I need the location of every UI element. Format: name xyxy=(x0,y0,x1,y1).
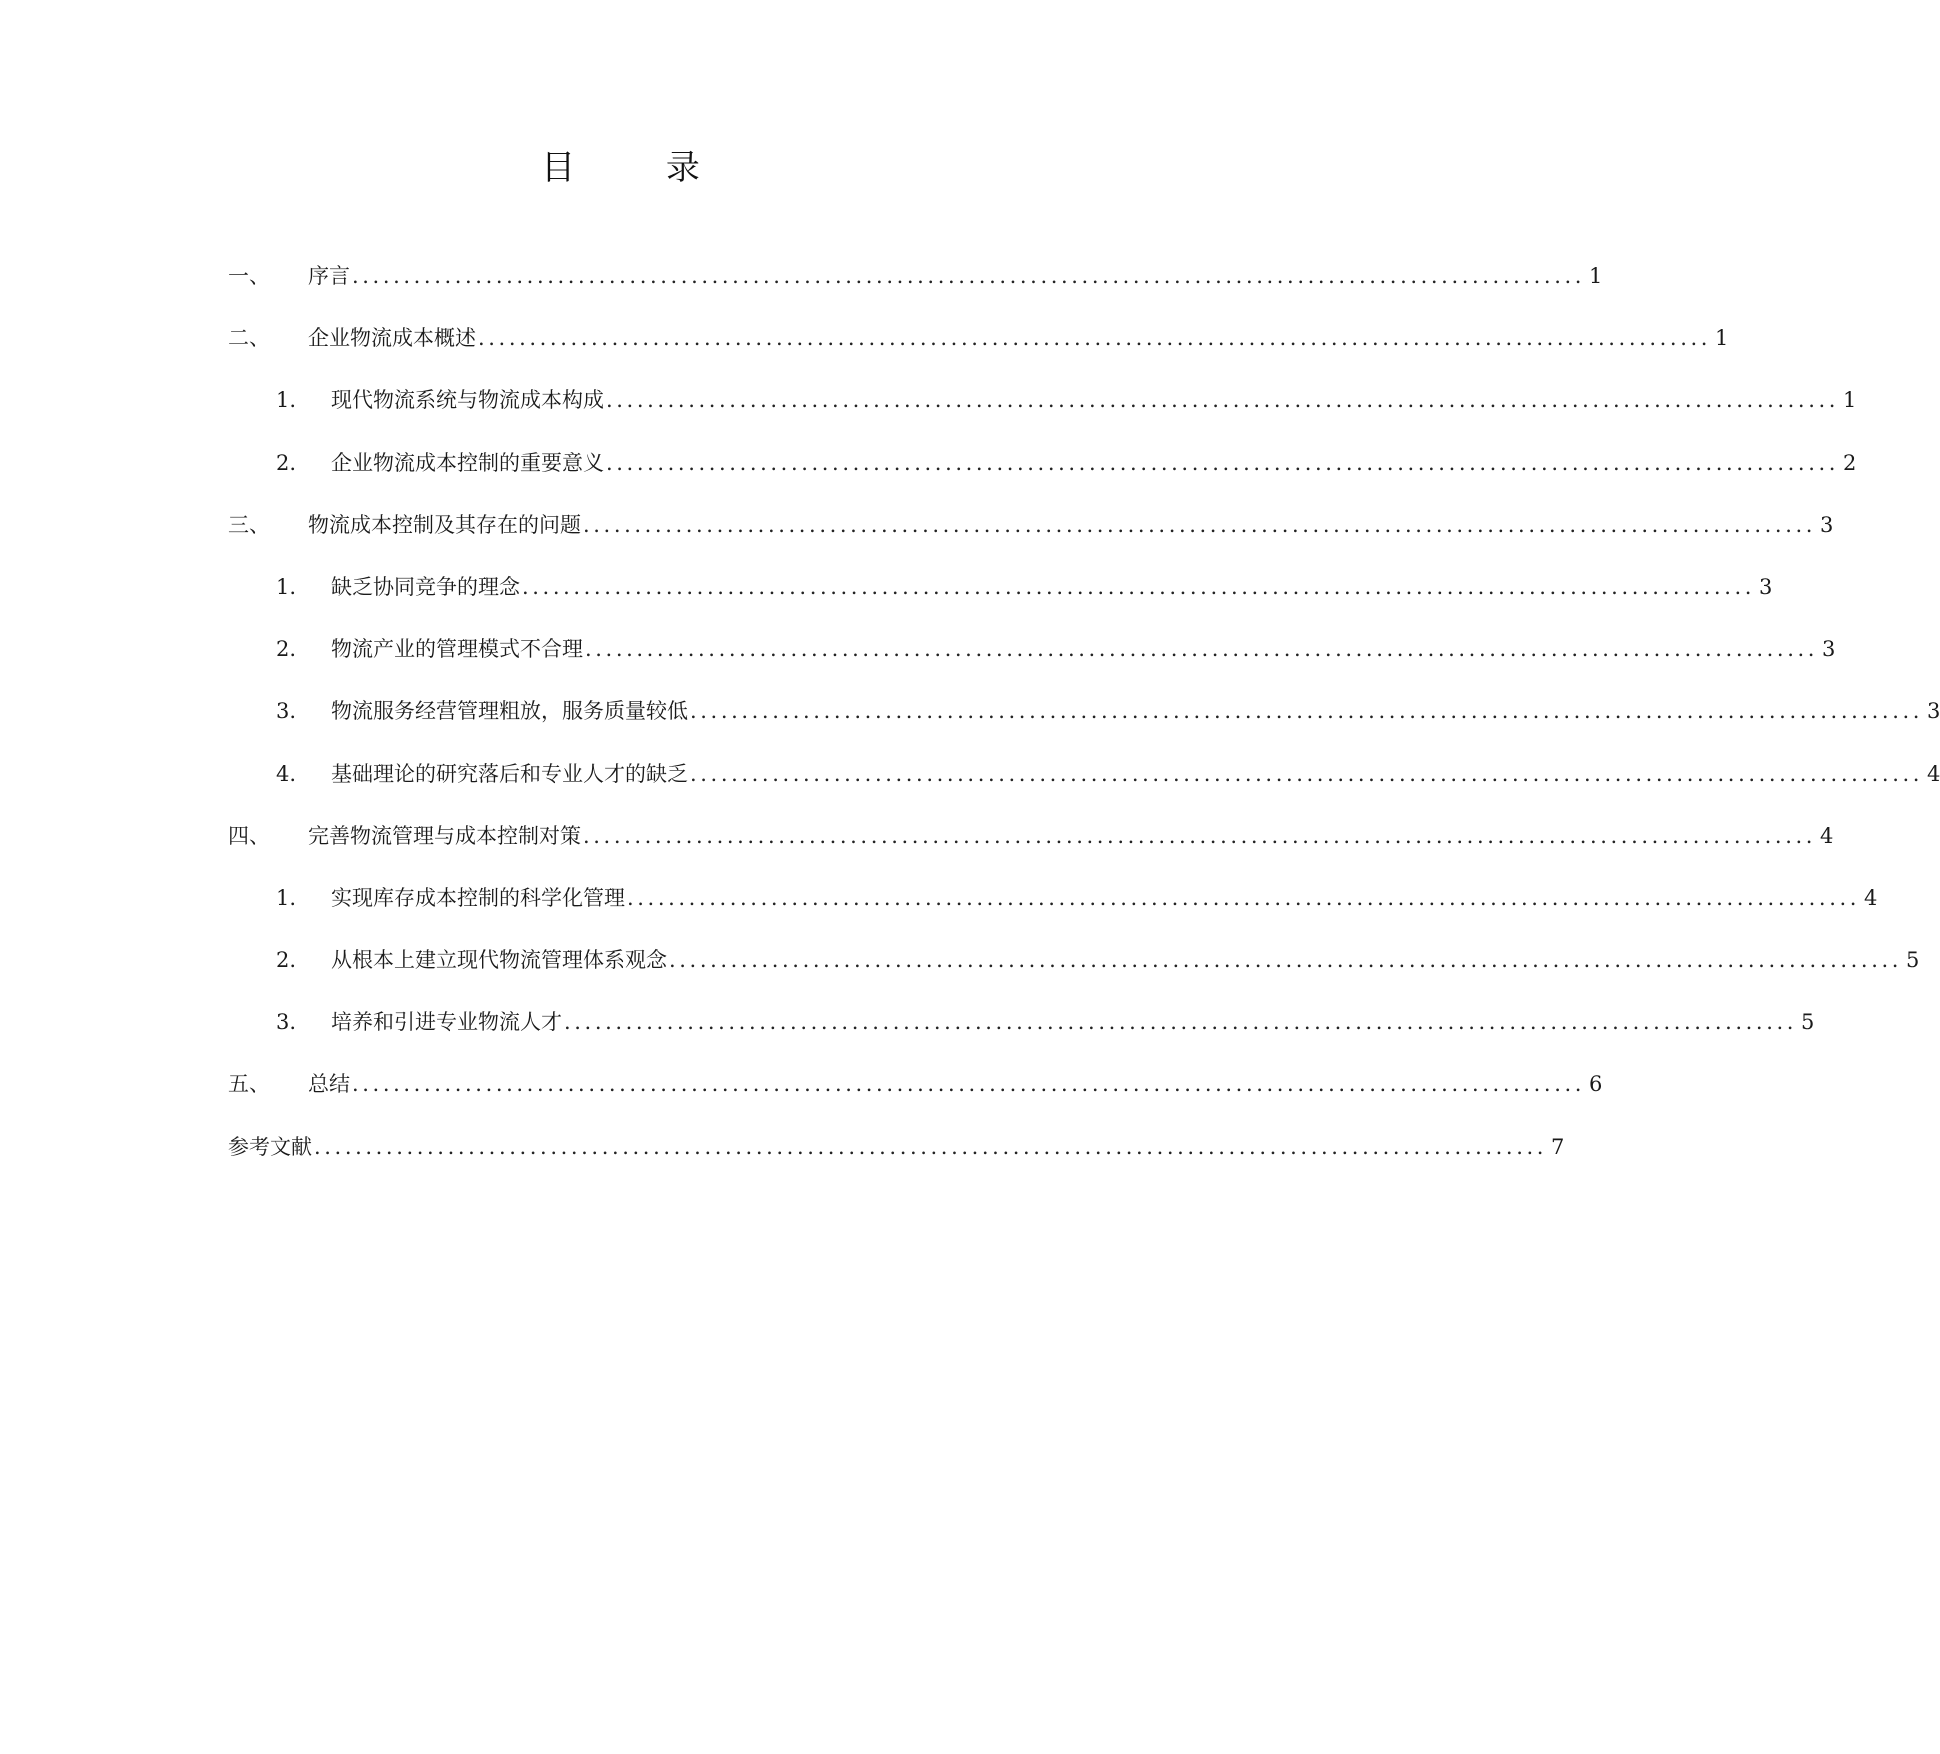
toc-entry[interactable] xyxy=(228,884,1878,946)
toc-entry[interactable] xyxy=(228,822,1834,884)
toc-entry-title: 物流成本控制及其存在的问题 xyxy=(308,512,581,537)
toc-entry-title: 物流服务经营管理粗放，服务质量较低 xyxy=(331,699,688,724)
toc-dot-leader: ........................................................................................................................ xyxy=(585,637,1819,662)
toc-entry-page-number: 4 xyxy=(1927,761,1940,786)
toc-entry-title: 企业物流成本概述 xyxy=(308,326,476,351)
toc-entry-title: 总结 xyxy=(308,1072,350,1097)
toc-entry[interactable] xyxy=(228,697,1940,759)
toc-entry-number: 1. xyxy=(276,388,297,413)
toc-entry-page-number: 3 xyxy=(1927,699,1940,724)
toc-dot-leader: ........................................................................................................................ xyxy=(669,948,1903,973)
toc-dot-leader: ........................................................................................................................ xyxy=(690,699,1924,724)
toc-entry-number: 4. xyxy=(276,761,297,786)
toc-entry-page-number: 4 xyxy=(1864,885,1878,910)
toc-dot-leader: ........................................................................................................................ xyxy=(352,264,1586,288)
toc-entry[interactable] xyxy=(228,386,1857,448)
toc-entry-title: 实现库存成本控制的科学化管理 xyxy=(331,885,625,910)
toc-entry-number: 一、 xyxy=(228,264,270,288)
toc-dot-leader: ........................................................................................................................ xyxy=(606,450,1840,475)
toc-entry-number: 四、 xyxy=(228,823,270,848)
toc-entry-number: 1. xyxy=(276,574,297,599)
toc-entry-number: 3. xyxy=(276,1010,297,1035)
toc-entry-title: 缺乏协同竞争的理念 xyxy=(331,574,520,599)
toc-entry-title: 基础理论的研究落后和专业人才的缺乏 xyxy=(331,761,688,786)
toc-dot-leader: ........................................................................................................................ xyxy=(583,823,1817,848)
toc-entry[interactable] xyxy=(228,324,1729,386)
page-title: 目 录 xyxy=(541,148,740,188)
toc-dot-leader: ........................................................................................................................ xyxy=(606,388,1840,413)
toc-entry-title: 序言 xyxy=(308,264,350,288)
toc-entry[interactable] xyxy=(228,635,1836,697)
toc-entry[interactable] xyxy=(228,1070,1603,1132)
toc-entry-number: 二、 xyxy=(228,326,270,351)
toc-entry-page-number: 2 xyxy=(1843,450,1857,475)
toc-entry[interactable] xyxy=(228,573,1773,635)
toc-entry-page-number: 5 xyxy=(1906,948,1920,973)
toc-entry-number: 2. xyxy=(276,637,297,662)
toc-dot-leader: ........................................................................................................................ xyxy=(352,1072,1586,1097)
toc-dot-leader: ........................................................................................................................ xyxy=(627,885,1861,910)
toc-entry-number: 2. xyxy=(276,450,297,475)
toc-entry-title: 完善物流管理与成本控制对策 xyxy=(308,823,581,848)
table-of-contents xyxy=(228,262,1940,1195)
toc-entry[interactable] xyxy=(228,262,1603,324)
toc-entry-title: 物流产业的管理模式不合理 xyxy=(331,637,583,662)
toc-entry-page-number: 1 xyxy=(1843,388,1857,413)
toc-entry[interactable] xyxy=(228,449,1857,511)
toc-entry-number: 1. xyxy=(276,885,297,910)
toc-entry-page-number: 3 xyxy=(1759,574,1773,599)
toc-entry[interactable] xyxy=(228,760,1940,822)
toc-entry-title: 从根本上建立现代物流管理体系观念 xyxy=(331,948,667,973)
toc-dot-leader: ........................................................................................................................ xyxy=(690,761,1924,786)
toc-entry-page-number: 3 xyxy=(1820,512,1834,537)
toc-entry-title: 现代物流系统与物流成本构成 xyxy=(331,388,604,413)
toc-dot-leader: ........................................................................................................................ xyxy=(583,512,1817,537)
toc-entry-number: 五、 xyxy=(228,1072,270,1097)
toc-entry-page-number: 5 xyxy=(1801,1010,1815,1035)
toc-entry-page-number: 7 xyxy=(1551,1134,1565,1159)
toc-dot-leader: ........................................................................................................................ xyxy=(522,574,1756,599)
toc-entry-title: 培养和引进专业物流人才 xyxy=(331,1010,562,1035)
toc-entry[interactable] xyxy=(228,946,1920,1008)
toc-entry-number: 2. xyxy=(276,948,297,973)
toc-entry-page-number: 1 xyxy=(1589,264,1603,288)
toc-entry-number: 三、 xyxy=(228,512,270,537)
toc-entry-title: 参考文献 xyxy=(228,1134,312,1159)
toc-entry[interactable] xyxy=(228,1008,1815,1070)
toc-dot-leader: ........................................................................................................................ xyxy=(478,326,1712,351)
toc-dot-leader: ........................................................................................................................ xyxy=(314,1134,1548,1159)
toc-dot-leader: ........................................................................................................................ xyxy=(564,1010,1798,1035)
toc-entry-page-number: 4 xyxy=(1820,823,1834,848)
toc-entry-page-number: 3 xyxy=(1822,637,1836,662)
toc-entry-number: 3. xyxy=(276,699,297,724)
toc-entry[interactable] xyxy=(228,511,1834,573)
toc-entry-page-number: 1 xyxy=(1715,326,1729,351)
toc-entry[interactable] xyxy=(228,1133,1565,1195)
toc-entry-page-number: 6 xyxy=(1589,1072,1603,1097)
toc-entry-title: 企业物流成本控制的重要意义 xyxy=(331,450,604,475)
